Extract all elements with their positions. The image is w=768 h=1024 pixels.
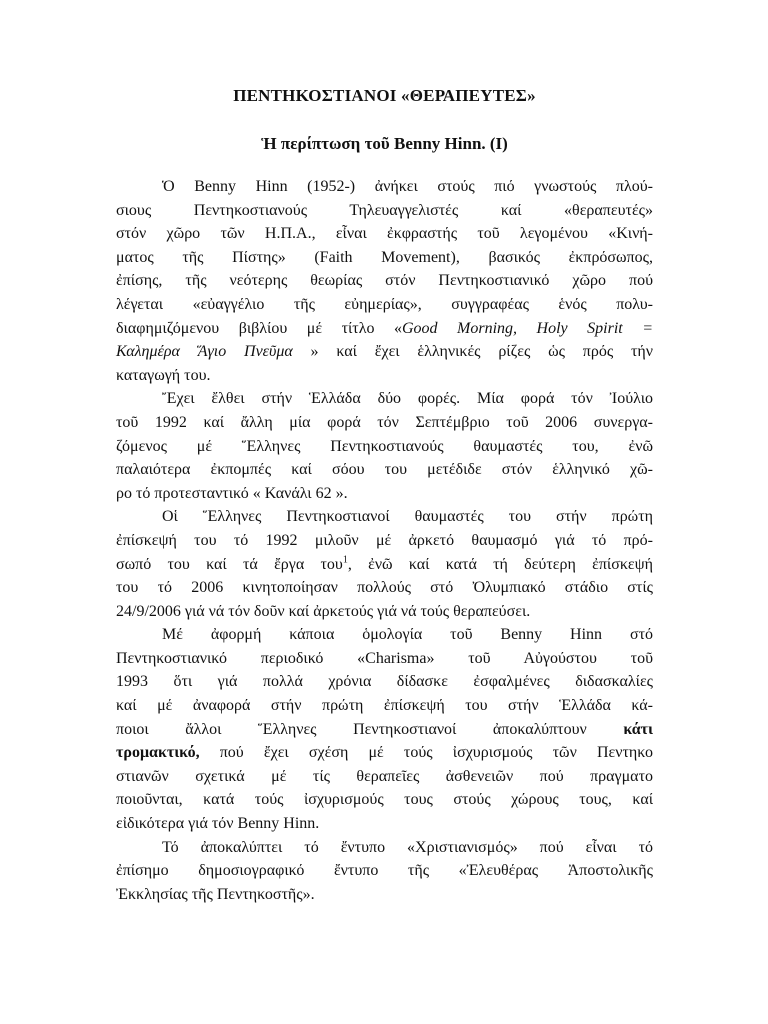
paragraph-3 <box>116 508 653 626</box>
text-line: στιανῶν σχετικά μέ τίς θεραπεῖες ἀσθενειῶν πού πραγματο <box>116 767 653 785</box>
book-title-english: Good Morning, Holy Spirit = <box>402 319 654 337</box>
text-segment: διαφημιζόμενου βιβλίου μέ τίτλο « <box>116 319 402 337</box>
book-title-greek: Καλημέρα Ἅγιο Πνεῦμα <box>116 343 293 361</box>
text-segment: πού ἔχει σχέση μέ τούς ἰσχυρισμούς τῶν Πεντηκο <box>199 744 653 762</box>
text-line: 24/9/2006 γιά νά τόν δοῦν καί ἀρκετούς γιά νά τούς θεραπεύσει. <box>116 602 531 620</box>
paragraph-4 <box>116 626 653 838</box>
text-line <box>116 721 653 745</box>
text-line: Μέ ἀφορμή κάποια ὁμολογία τοῦ Benny Hinn στό <box>162 626 653 644</box>
footnote-marker: 1 <box>342 554 348 566</box>
text-segment: , ἐνῶ καί κατά τή δεύτερη ἐπίσκεψή <box>347 555 654 573</box>
text-line: εἰδικότερα γιά τόν Benny Hinn. <box>116 815 320 833</box>
text-line: ποιοῦνται, κατά τούς ἰσχυρισμούς τους στούς χώρους τους, καί <box>116 791 653 809</box>
text-line: στόν χῶρο τῶν Η.Π.Α., εἶναι ἐκφραστής τοῦ λεγομένου «Κινή- <box>116 225 653 243</box>
text-segment: ποιοι ἄλλοι Ἕλληνες Πεντηκοστιανοί ἀποκαλύπτουν <box>116 720 624 738</box>
text-line: ἐπίσκεψή του τό 1992 μιλοῦν μέ ἀρκετό θαυμασμό γιά τό πρό- <box>116 531 653 549</box>
text-line: τοῦ 1992 καί ἄλλη μία φορά τόν Σεπτέμβριο τοῦ 2006 συνεργα- <box>116 413 653 431</box>
text-line: του τό 2006 κινητοποίησαν πολλούς στό Ὀλυμπιακό στάδιο στίς <box>116 579 653 597</box>
document-title: ΠΕΝΤΗΚΟΣΤΙΑΝΟΙ «ΘΕΡΑΠΕΥΤΕΣ» <box>233 86 536 105</box>
paragraph-2 <box>116 390 653 508</box>
text-line: ζόμενος μέ Ἕλληνες Πεντηκοστιανούς θαυμαστές του, ἐνῶ <box>116 437 653 455</box>
text-line <box>116 744 653 768</box>
text-line: Οἱ Ἕλληνες Πεντηκοστιανοί θαυμαστές του στήν πρώτη <box>162 508 653 526</box>
document-page <box>116 84 653 909</box>
text-line: ἐπίσημο δημοσιογραφικό ἔντυπο τῆς «Ἐλευθέρας Ἀποστολικῆς <box>116 862 653 880</box>
text-line: Τό ἀποκαλύπτει τό ἔντυπο «Χριστιανισμός» πού εἶναι τό <box>162 838 653 856</box>
text-line <box>116 320 653 344</box>
text-line: λέγεται «εὐαγγέλιο τῆς εὐημερίας», συγγραφέας ἑνός πολυ- <box>116 295 653 313</box>
text-line: Πεντηκοστιανικό περιοδικό «Charisma» τοῦ Αὐγούστου τοῦ <box>116 649 653 667</box>
text-line: σιους Πεντηκοστιανούς Τηλευαγγελιστές καί «θεραπευτές» <box>116 201 653 219</box>
text-line: Ἐκκλησίας τῆς Πεντηκοστῆς». <box>116 885 315 903</box>
text-line: καταγωγή του. <box>116 366 211 384</box>
text-line: ρο τό προτεσταντικό « Κανάλι 62 ». <box>116 484 348 502</box>
text-segment: σωπό του καί τά ἔργα του <box>116 555 343 573</box>
text-segment: » καί ἔχει ἑλληνικές ρίζες ὡς πρός τήν <box>292 343 653 361</box>
text-line: Ὁ Benny Hinn (1952-) ἀνήκει στούς πιό γνωστούς πλού- <box>162 178 653 195</box>
emphasis-text: τρομακτικό, <box>116 744 200 762</box>
text-line <box>116 343 653 367</box>
text-line: παλαιότερα ἐκπομπές καί σόου του μετέδιδε στόν ἑλληνικό χῶ- <box>116 461 653 479</box>
paragraph-1 <box>116 178 653 390</box>
text-line: ἐπίσης, τῆς νεότερης θεωρίας στόν Πεντηκοστιανικό χῶρο πού <box>116 272 653 290</box>
text-line: ματος τῆς Πίστης» (Faith Movement), βασικός ἐκπρόσωπος, <box>116 248 653 266</box>
document-subtitle: Ἡ περίπτωση τοῦ Benny Hinn. (I) <box>261 134 508 153</box>
text-line: Ἔχει ἔλθει στήν Ἑλλάδα δύο φορές. Μία φορά τόν Ἰούλιο <box>162 390 653 408</box>
text-line: καί μέ ἀναφορά στήν πρώτη ἐπίσκεψή του στήν Ἑλλάδα κά- <box>116 697 653 715</box>
paragraph-5 <box>116 839 653 910</box>
text-line: 1993 ὅτι γιά πολλά χρόνια δίδασκε ἐσφαλμένες διδασκαλίες <box>116 673 653 691</box>
emphasis-text: κάτι <box>623 720 653 738</box>
text-line <box>116 556 653 580</box>
